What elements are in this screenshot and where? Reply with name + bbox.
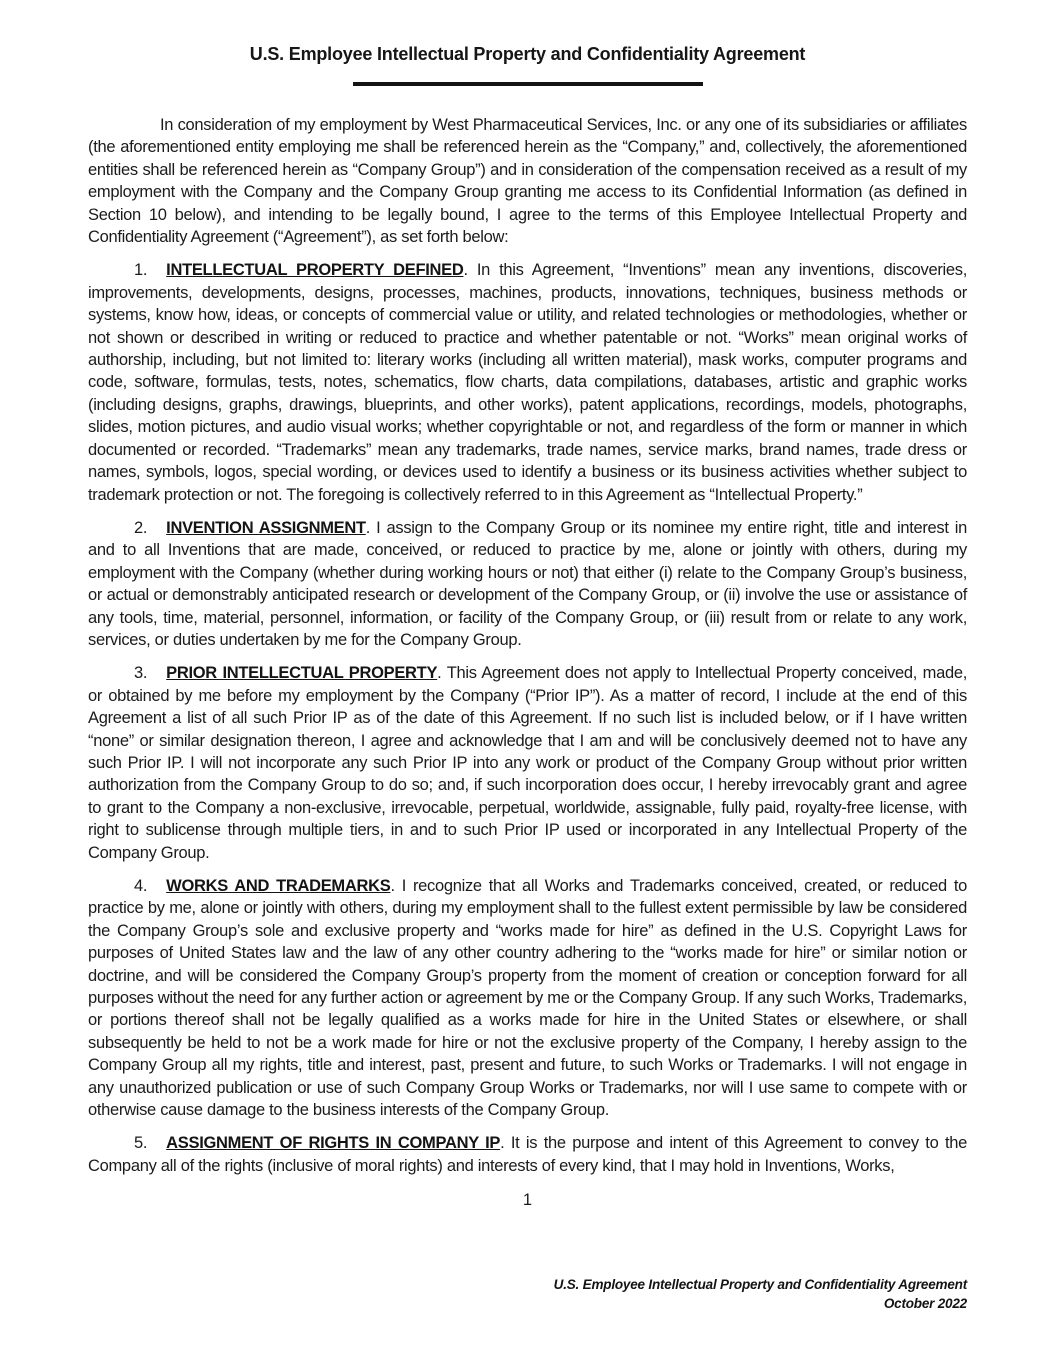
section-paragraph-1 <box>88 259 967 505</box>
section-body: . It is the purpose and intent of this Agreement to convey to the Company all of the rights (inclusive of moral rights) and interests of every kind, that I may hold in Inventions, Works, <box>88 1134 967 1175</box>
page-number: 1 <box>522 1191 533 1210</box>
document-title: U.S. Employee Intellectual Property and Confidentiality Agreement <box>249 44 806 64</box>
section-body: . This Agreement does not apply to Intellectual Property conceived, made, or obtained by me before my employment by the Company (“Prior IP”). As a matter of record, I include at the end of this Agreement a list of all such Prior IP as of the date of this Agreement. If no such list is included below, or if I have written “none” or similar designation thereon, I agree and acknowledge that I am and will be conclusively deemed not to have any such Prior IP. I will not incorporate any such Prior IP into any work or product of the Company Group without prior written authorization from the Company Group to do so; and, if such incorporation does occur, I hereby irrevocably grant and agree to grant to the Company a non-exclusive, irrevocable, perpetual, worldwide, assignable, fully paid, royalty-free license, with right to sublicense through multiple tiers, in and to such Prior IP used or incorporated in any Intellectual Property of the Company Group. <box>88 664 967 862</box>
section-heading: INVENTION ASSIGNMENT <box>166 518 366 537</box>
intro-paragraph: In consideration of my employment by West Pharmaceutical Services, Inc. or any one of its subsidiaries or affiliates (the aforementioned entity employing me shall be referenced herein as the “Company,” and, collectively, the aforementioned entities shall be referenced herein as “Company Group”) and in consideration of the compensation received as a result of my employment with the Company and the Company Group granting me access to its Confidential Information (as defined in Section 10 below), and intending to be legally bound, I agree to the terms of this Employee Intellectual Property and Confidentiality Agreement (“Agreement”), as set forth below: <box>88 116 967 247</box>
section-paragraph-2 <box>88 517 967 651</box>
section-paragraph-4 <box>88 875 967 1121</box>
section-number: 2. <box>134 518 148 537</box>
footer-title: U.S. Employee Intellectual Property and Confidentiality Agreement <box>553 1277 967 1292</box>
footer <box>554 1275 967 1313</box>
section-paragraph-3 <box>88 662 967 864</box>
section-body: . I assign to the Company Group or its nominee my entire right, title and interest in and to all Inventions that are made, conceived, or reduced to practice by me, alone or jointly with others, during my employment with the Company (whether during working hours or not) that either (i) relate to the Company Group’s business, or actual or demonstrably anticipated research or development of the Company Group, or (ii) involve the use or assistance of any tools, time, material, personnel, information, or facility of the Company Group, or (iii) result from or relate to any work, services, or duties undertaken by me for the Company Group. <box>88 518 967 649</box>
section-number: 5. <box>134 1134 148 1153</box>
section-paragraph-5 <box>88 1132 967 1177</box>
section-number: 4. <box>134 877 148 895</box>
section-number: 1. <box>134 261 148 280</box>
title-divider <box>353 82 703 86</box>
section-body: . In this Agreement, “Inventions” mean any inventions, discoveries, improvements, developments, designs, processes, machines, products, innovations, techniques, business methods or systems, know how, ideas, or concepts of commercial value or utility, and related technologies or methodologies, whether or not shown or described in writing or reduced to practice and whether patentable or not. “Works” mean original works of authorship, including, but not limited to: literary works (including all written material), mask works, computer programs and code, software, formulas, tests, notes, schematics, flow charts, data compilations, databases, artistic and graphic works (including designs, graphs, drawings, blueprints, and other works), patent applications, recordings, models, photographs, slides, motion pictures, and audio visual works; whether copyrightable or not, and regardless of the form or manner in which documented or recorded. “Trademarks” mean any trademarks, trade names, service marks, brand names, trade dress or names, symbols, logos, special wording, or devices used to identify a business or its business activities whether subject to trademark protection or not. The foregoing is collectively referred to in this Agreement as “Intellectual Property.” <box>88 261 967 504</box>
section-heading: PRIOR INTELLECTUAL PROPERTY <box>166 664 438 683</box>
section-heading: WORKS AND TRADEMARKS <box>166 877 391 895</box>
footer-date: October 2022 <box>883 1296 967 1311</box>
section-heading: INTELLECTUAL PROPERTY DEFINED <box>166 261 464 280</box>
section-number: 3. <box>134 664 148 683</box>
section-body: . I recognize that all Works and Trademarks conceived, created, or reduced to practice by me, alone or jointly with others, during my employment shall to the fullest extent permissible by law be considered the Company Group’s sole and exclusive property and “works made for hire” as defined in the U.S. Copyright Laws for purposes of United States law and the law of any other country adhering to the “works made for hire” or similar notion or doctrine, and will be considered the Company Group’s property from the moment of creation or conception forward for all purposes without the need for any further action or agreement by me or the Company Group. If any such Works, Trademarks, or portions thereof shall not be legally qualified as a works made for hire in the United States or elsewhere, or shall subsequently be held to not be a work made for hire or not the exclusive property of the Company, I hereby assign to the Company Group all my rights, title and interest, past, present and future, to such Works or Trademarks. I will not engage in any unauthorized publication or use of such Company Group Works or Trademarks, nor will I use same to compete with or otherwise cause damage to the business interests of the Company Group. <box>88 877 967 1120</box>
section-heading: ASSIGNMENT OF RIGHTS IN COMPANY IP <box>166 1134 501 1153</box>
